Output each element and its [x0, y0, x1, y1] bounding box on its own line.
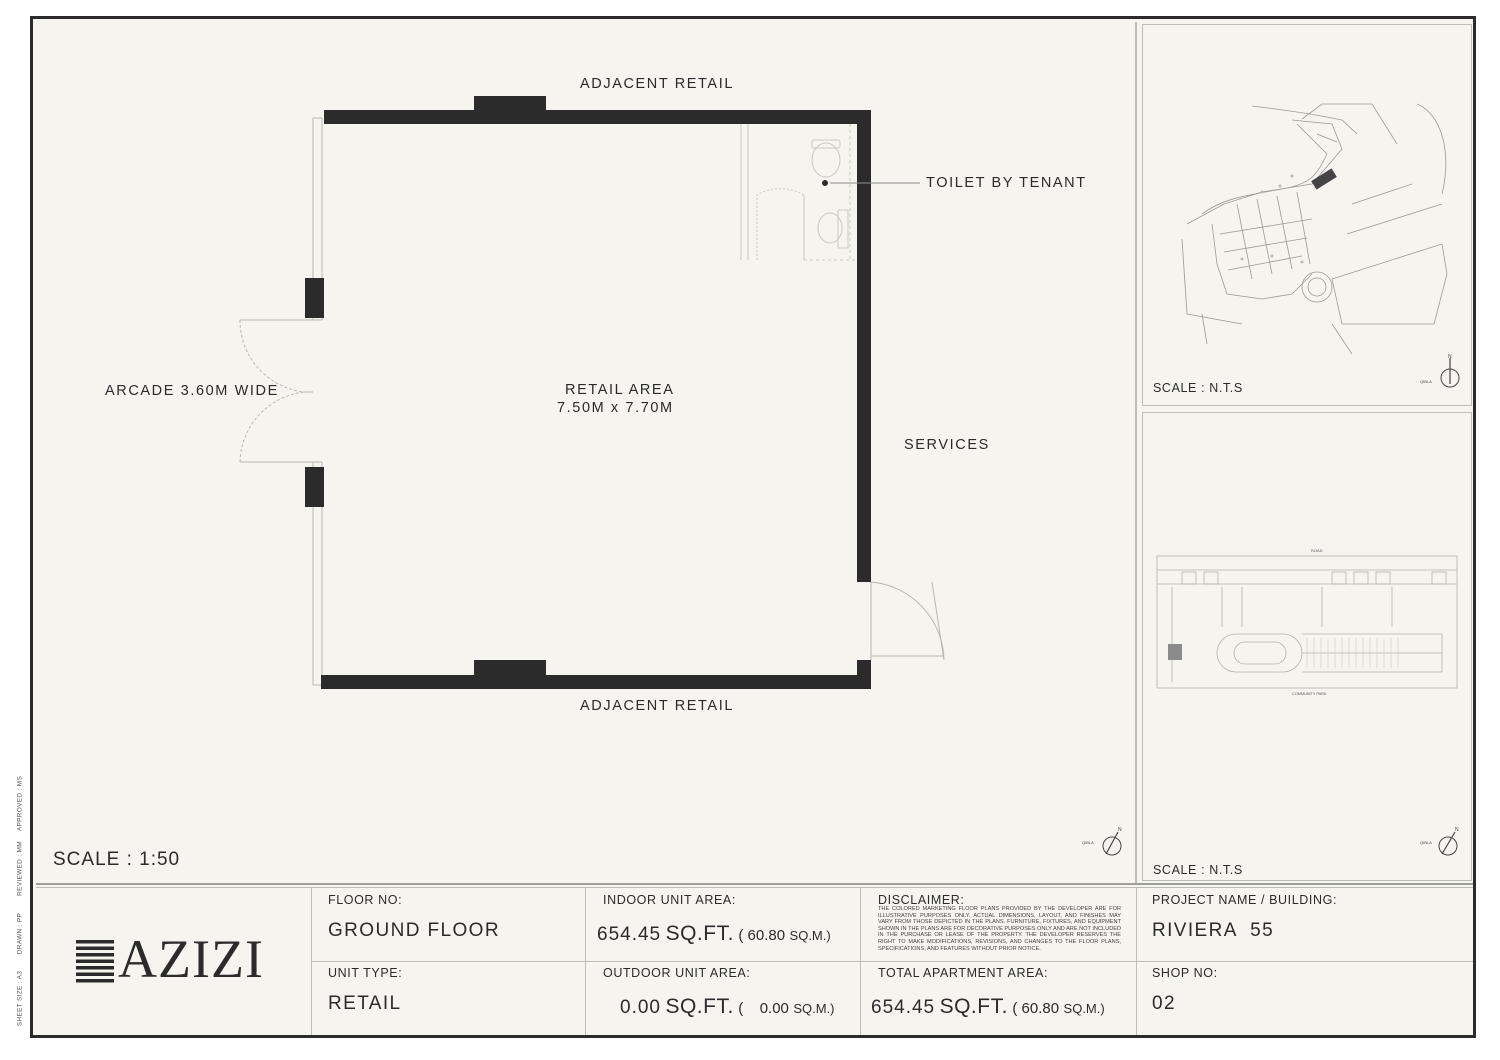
arcade-label: ARCADE 3.60M WIDE	[105, 383, 279, 399]
indoor-area-value: 654.45 SQ.FT. ( 60.80 SQ.M.)	[597, 922, 831, 945]
floor-keyplan	[1142, 412, 1472, 881]
svg-text:N: N	[1448, 354, 1452, 360]
wall-right-upper	[857, 110, 871, 582]
approved-by: APPROVED : MS	[16, 775, 24, 832]
indoor-area-label: INDOOR UNIT AREA:	[603, 893, 736, 907]
drawn-by: DRAWN : PP	[16, 912, 24, 955]
svg-text:N: N	[1118, 827, 1122, 833]
svg-text:N: N	[1455, 827, 1459, 833]
svg-text:ROAD: ROAD	[1311, 548, 1323, 553]
unit-type-value: RETAIL	[328, 993, 402, 1014]
total-area-label: TOTAL APARTMENT AREA:	[878, 966, 1049, 980]
tb-divider-row	[311, 961, 1473, 962]
unit-type-label: UNIT TYPE:	[328, 966, 403, 980]
retail-dimensions-label: 7.50M x 7.70M	[557, 400, 674, 416]
toilet-label: TOILET BY TENANT	[926, 175, 1087, 191]
disclaimer-label: DISCLAIMER:	[878, 893, 965, 907]
plan-compass-icon	[1080, 824, 1130, 860]
plan-scale-label: SCALE : 1:50	[53, 849, 181, 870]
toilet-area	[741, 124, 857, 260]
svg-text:COMMUNITY PARK: COMMUNITY PARK	[1292, 692, 1327, 696]
logo-wordmark: AZIZI	[118, 929, 264, 989]
total-area-value: 654.45 SQ.FT. ( 60.80 SQ.M.)	[871, 995, 1105, 1018]
wall-top	[324, 110, 871, 124]
disclaimer-text: THE COLORED MARKETING FLOOR PLANS PROVIDED BY THE DEVELOPER ARE FOR ILLUSTRATIVE PURPOSES ONLY. ACTUAL DIMENSIONS, LAYOUT, AND FINISHES MAY VARY FROM THOSE DEPICTED IN THE PLANS. FURNITURE, FIXTURES, AND EQUIPMENT SHOWN IN THE PLANS ARE FOR DECORATIVE PURPOSES ONLY AND ARE NOT INCLUDED IN THE PURCHASE OR LEASE OF THE PROPERTY. THE DEVELOPER RESERVES THE RIGHT TO MAKE MODIFICATIONS, REVISIONS, AND CHANGES TO THE FLOOR PLANS, SPECIFICATIONS, AND FEATURES WITHOUT PRIOR NOTICE.	[878, 906, 1121, 952]
outdoor-area-value: 0.00 SQ.FT. ( 0.00 SQ.M.)	[620, 995, 835, 1018]
column-bottom	[474, 660, 546, 689]
project-label: PROJECT NAME / BUILDING:	[1152, 893, 1338, 907]
sheet-size: SHEET SIZE : A3	[16, 970, 24, 1027]
titleblock-divider	[36, 883, 1473, 885]
floor-keyplan-compass-icon	[1418, 824, 1464, 860]
outdoor-area-label: OUTDOOR UNIT AREA:	[603, 966, 751, 980]
column-left-lower	[305, 467, 324, 507]
wall-bottom	[321, 675, 871, 689]
column-left-upper	[305, 278, 324, 318]
logo-stripes-icon	[76, 940, 114, 984]
site-compass-icon	[1418, 352, 1464, 392]
site-keyplan-scale: SCALE : N.T.S	[1153, 381, 1243, 395]
floor-no-value: GROUND FLOOR	[328, 920, 500, 941]
column-top	[474, 96, 546, 124]
retail-area-label: RETAIL AREA	[565, 382, 675, 398]
site-keyplan	[1142, 24, 1472, 406]
floor-no-label: FLOOR NO:	[328, 893, 403, 907]
svg-text:QIBLA: QIBLA	[1082, 840, 1094, 845]
project-value: RIVIERA 55	[1152, 920, 1275, 941]
svg-text:QIBLA: QIBLA	[1420, 840, 1432, 845]
shop-no-value: 02	[1152, 993, 1176, 1014]
svg-text:QIBLA: QIBLA	[1420, 379, 1432, 384]
adjacent-retail-top-label: ADJACENT RETAIL	[580, 76, 734, 92]
sheet-info-strip	[14, 775, 30, 1040]
floor-keyplan-scale: SCALE : N.T.S	[1153, 863, 1243, 877]
services-label: SERVICES	[904, 437, 990, 453]
service-door	[871, 582, 944, 660]
shopfront-glazing	[305, 118, 322, 685]
shop-no-label: SHOP NO:	[1152, 966, 1218, 980]
highlighted-unit	[1168, 644, 1182, 660]
adjacent-retail-bottom-label: ADJACENT RETAIL	[580, 698, 734, 714]
reviewed-by: REVIEWED : MM	[16, 841, 24, 896]
